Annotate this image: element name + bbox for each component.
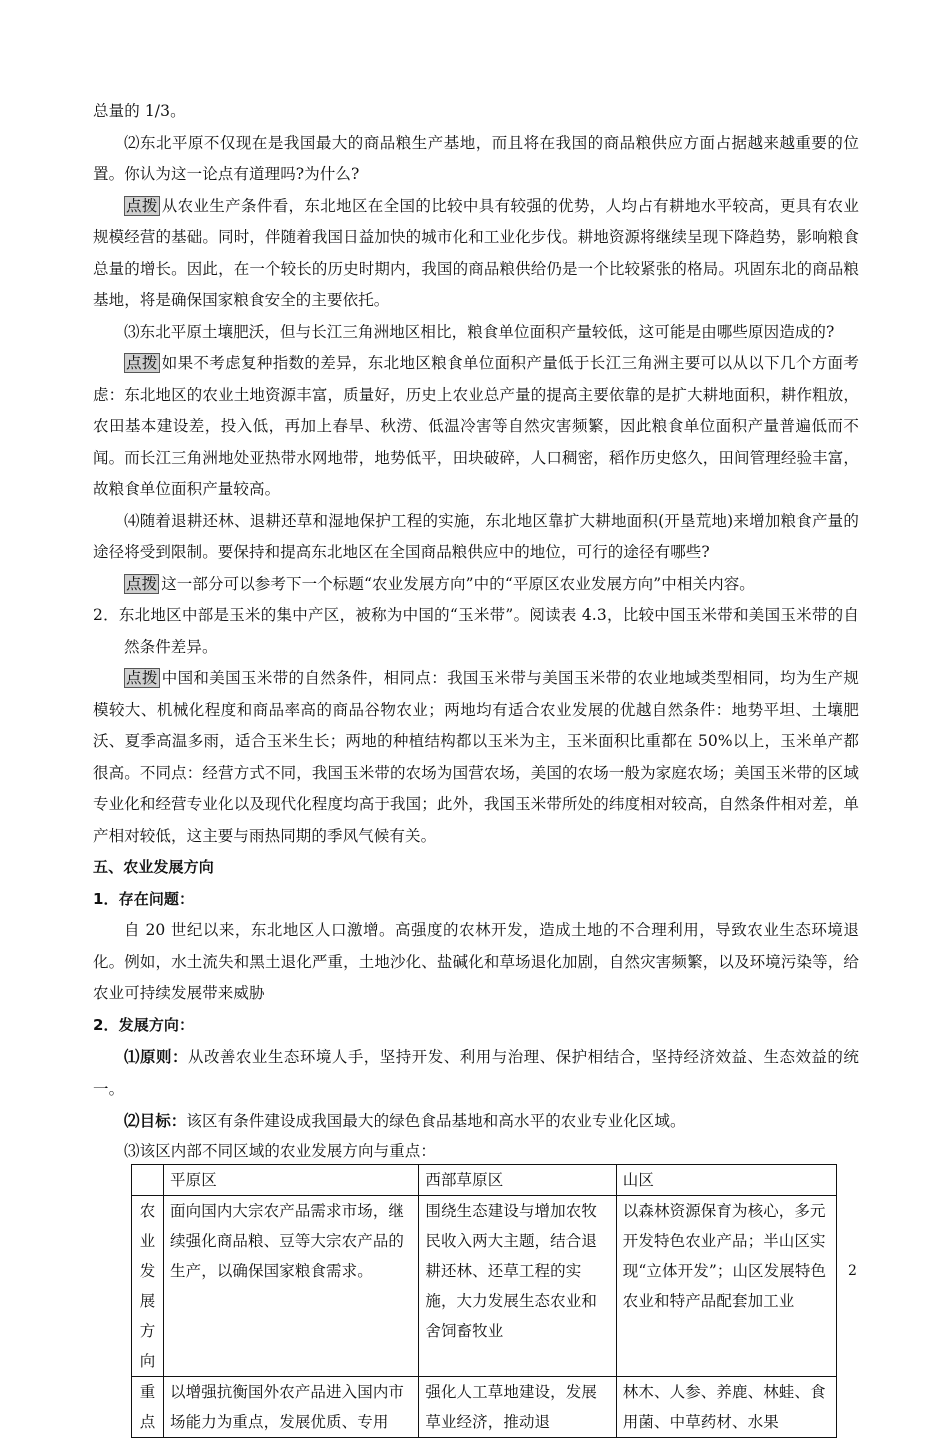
goal-paragraph — [93, 1105, 859, 1138]
cell-text: 以增强抗衡国外农产品进入国内市场能力为重点，发展优质、专用 — [170, 1382, 405, 1431]
row-label: 重点 — [132, 1376, 164, 1437]
answer-4 — [93, 569, 859, 601]
question-4: ⑷随着退耕还林、退耕还草和湿地保护工程的实施，东北地区靠扩大耕地面积(开垦荒地)来增加粮食产量的途径将受到限制。要保持和提高东北地区在全国商品粮供应中的地位，可行的途径有哪些? — [93, 511, 859, 561]
hint-tag: 点拨 — [126, 196, 158, 215]
principle-text: 从改善农业生态环境人手，坚持开发、利用与治理、保护相结合，坚持经济效益、生态效益的统一。 — [93, 1048, 860, 1098]
table-header-cell: 平原区 — [164, 1164, 419, 1195]
table-cell — [419, 1376, 616, 1437]
table-header-cell: 山区 — [616, 1164, 836, 1195]
table-header-cell: 西部草原区 — [419, 1164, 616, 1195]
goal-text: 该区有条件建设成我国最大的绿色食品基地和高水平的农业专业化区域。 — [186, 1112, 686, 1130]
principle-label: ⑴原则： — [124, 1047, 188, 1066]
row-label: 农业发展方向 — [132, 1195, 164, 1376]
question-corn-belt: 2．东北地区中部是玉米的集中产区，被称为中国的“玉米带”。阅读表 4.3，比较中国玉米带和美国玉米带的自然条件差异。 — [93, 606, 859, 656]
section-heading: 五、农业发展方向 — [93, 858, 214, 876]
page-number: 2 — [848, 1263, 857, 1279]
answer-corn-belt-text: 中国和美国玉米带的自然条件，相同点：我国玉米带与美国玉米带的农业地域类型相同，均为生产规模较大、机械化程度和商品率高的商品谷物农业；两地均有适合农业发展的优越自然条件：地势平坦、土壤肥沃、夏季高温多雨，适合玉米生长；两地的种植结构都以玉米为主，玉米面积比重都在 50%以上，玉米单产都很高。不同点：经营方式不同，我国玉米带的农场为国营农场，美国的农场一般为家庭农场；美国玉米带的区域专业化和经营专业化以及现代化程度均高于我国；此外，我国玉米带所处的纬度相对较高，自然条件相对差，单产相对较低，这主要与雨热同期的季风气候有关。 — [93, 669, 860, 845]
page-content — [93, 96, 859, 1438]
problems-paragraph: 自 20 世纪以来，东北地区人口激增。高强度的农林开发，造成土地的不合理利用，导致农业生态环境退化。例如，水土流失和黑土退化严重，土地沙化、盐碱化和草场退化加剧，自然灾害频繁，以及环境污染等，给农业可持续发展带来威胁 — [93, 921, 859, 1002]
table-row — [132, 1195, 837, 1376]
subheading-direction: 2．发展方向： — [93, 1015, 195, 1034]
table-header-cell — [132, 1164, 164, 1195]
answer-2 — [93, 191, 859, 317]
answer-3-text: 如果不考虑复种指数的差异，东北地区粮食单位面积产量低于长江三角洲主要可以从以下几个方面考虑：东北地区的农业土地资源丰富，质量好，历史上农业总产量的提高主要依靠的是扩大耕地面积，耕作粗放，农田基本建设差，投入低，再加上春旱、秋涝、低温冷害等自然灾害频繁，因此粮食单位面积产量普遍低而不闻。而长江三角洲地处亚热带水网地带，地势低平，田块破碎，人口稠密，稻作历史悠久，田间管理经验丰富，故粮食单位面积产量较高。 — [93, 354, 860, 498]
table-cell — [164, 1376, 419, 1437]
table-cell: 面向国内大宗农产品需求市场，继续强化商品粮、豆等大宗农产品的生产，以确保国家粮食需求。 — [164, 1195, 419, 1376]
answer-4-text: 这一部分可以参考下一个标题“农业发展方向”中的“平原区农业发展方向”中相关内容。 — [161, 574, 755, 593]
table-row — [132, 1376, 837, 1437]
table-cell: 以森林资源保育为核心，多元开发特色农业产品；半山区实现“立体开发”；山区发展特色农业和特产品配套加工业 — [616, 1195, 836, 1376]
paragraph-continued: 总量的 1/3。 — [93, 102, 186, 120]
principle-paragraph — [93, 1041, 859, 1105]
table-cell — [616, 1376, 836, 1437]
subheading-problems: 1．存在问题： — [93, 889, 195, 908]
cell-text: 林木、人参、养鹿、林蛙、食用菌、中草药材、水果 — [622, 1382, 826, 1431]
hint-tag: 点拨 — [126, 669, 158, 687]
cell-text: 强化人工草地建设，发展草业经济，推动退 — [425, 1382, 597, 1431]
table-header-row — [132, 1164, 837, 1195]
hint-tag: 点拨 — [126, 574, 158, 593]
direction-table — [131, 1164, 837, 1438]
answer-2-text: 从农业生产条件看，东北地区在全国的比较中具有较强的优势，人均占有耕地水平较高，更具有农业规模经营的基础。同时，伴随着我国日益加快的城市化和工业化步伐。耕地资源将继续呈现下降趋势，影响粮食总量的增长。因此，在一个较长的历史时期内，我国的商品粮供给仍是一个比较紧张的格局。巩固东北的商品粮基地，将是确保国家粮食安全的主要依托。 — [93, 196, 860, 309]
table-intro: ⑶该区内部不同区域的农业发展方向与重点： — [124, 1141, 437, 1160]
goal-label: ⑵目标： — [124, 1111, 187, 1130]
question-3: ⑶东北平原土壤肥沃，但与长江三角洲地区相比，粮食单位面积产量较低，这可能是由哪些原因造成的? — [124, 322, 835, 341]
question-2: ⑵东北平原不仅现在是我国最大的商品粮生产基地，而且将在我国的商品粮供应方面占据越来越重要的位置。你认为这一论点有道理吗?为什么? — [93, 133, 859, 183]
answer-3 — [93, 348, 859, 506]
answer-corn-belt — [93, 663, 859, 852]
table-cell: 围绕生态建设与增加农牧民收入两大主题，结合退耕还林、还草工程的实施，大力发展生态农业和舍饲畜牧业 — [419, 1195, 616, 1376]
hint-tag: 点拨 — [126, 354, 158, 372]
